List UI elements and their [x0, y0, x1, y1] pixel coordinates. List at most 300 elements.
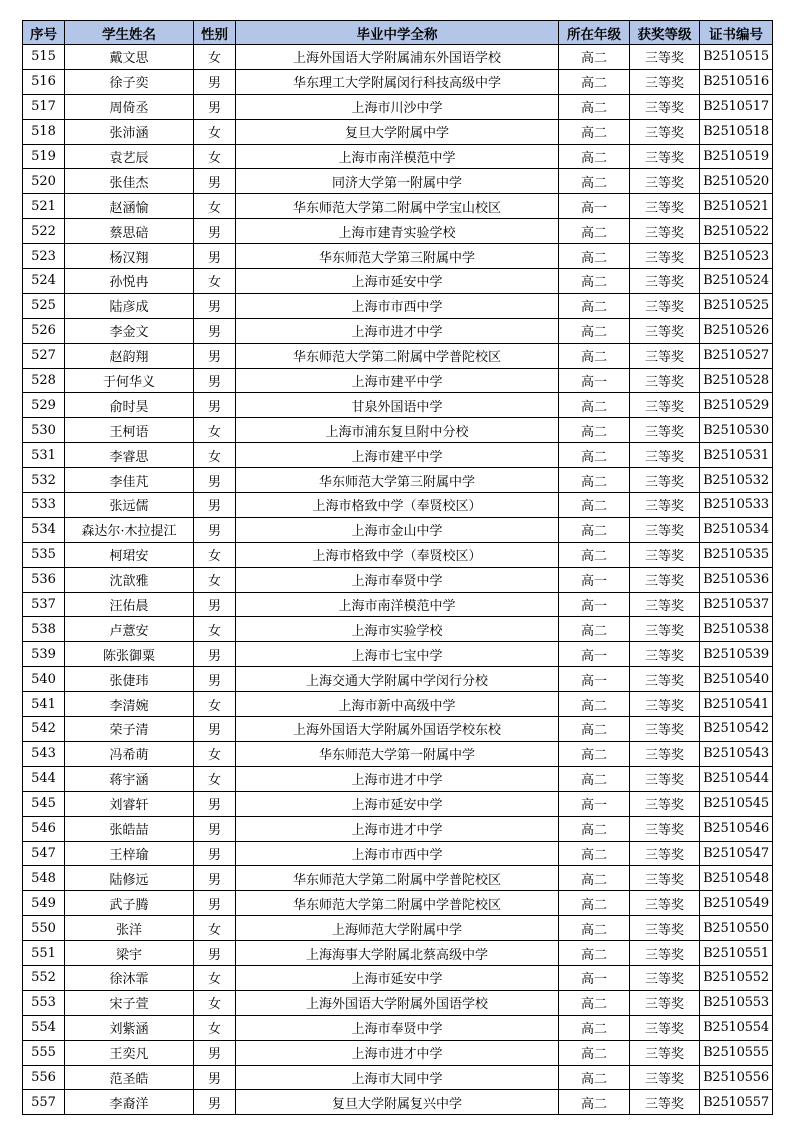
cell-gender: 女 — [194, 965, 236, 990]
cell-cert-no: B2510531 — [700, 443, 773, 468]
cell-award: 三等奖 — [630, 418, 700, 443]
cell-award: 三等奖 — [630, 816, 700, 841]
cell-award: 三等奖 — [630, 318, 700, 343]
table-row — [23, 94, 773, 119]
cell-grade: 高二 — [559, 45, 630, 70]
cell-school: 上海海事大学附属北蔡高级中学 — [236, 941, 559, 966]
cell-award: 三等奖 — [630, 69, 700, 94]
table-row — [23, 941, 773, 966]
cell-cert-no: B2510555 — [700, 1040, 773, 1065]
cell-school: 上海师范大学附属中学 — [236, 916, 559, 941]
cell-award: 三等奖 — [630, 119, 700, 144]
table-row — [23, 866, 773, 891]
cell-gender: 男 — [194, 1065, 236, 1090]
cell-seq: 547 — [23, 841, 65, 866]
cell-student-name: 赵涵愉 — [65, 194, 194, 219]
cell-cert-no: B2510544 — [700, 766, 773, 791]
header-row — [23, 21, 773, 45]
cell-student-name: 宋子萱 — [65, 990, 194, 1015]
cell-seq: 525 — [23, 293, 65, 318]
cell-gender: 男 — [194, 717, 236, 742]
cell-award: 三等奖 — [630, 244, 700, 269]
cell-award: 三等奖 — [630, 791, 700, 816]
cell-student-name: 李裔洋 — [65, 1090, 194, 1115]
cell-grade: 高二 — [559, 717, 630, 742]
cell-gender: 女 — [194, 567, 236, 592]
cell-award: 三等奖 — [630, 343, 700, 368]
cell-cert-no: B2510537 — [700, 592, 773, 617]
cell-seq: 526 — [23, 318, 65, 343]
cell-school: 上海市市西中学 — [236, 841, 559, 866]
cell-gender: 女 — [194, 542, 236, 567]
cell-school: 上海外国语大学附属浦东外国语学校 — [236, 45, 559, 70]
cell-school: 上海市延安中学 — [236, 791, 559, 816]
cell-grade: 高二 — [559, 1015, 630, 1040]
cell-school: 华东师范大学第三附属中学 — [236, 468, 559, 493]
cell-grade: 高二 — [559, 144, 630, 169]
cell-school: 上海交通大学附属中学闵行分校 — [236, 667, 559, 692]
cell-seq: 555 — [23, 1040, 65, 1065]
cell-award: 三等奖 — [630, 766, 700, 791]
cell-cert-no: B2510526 — [700, 318, 773, 343]
cell-cert-no: B2510541 — [700, 692, 773, 717]
cell-seq: 515 — [23, 45, 65, 70]
cell-student-name: 刘睿轩 — [65, 791, 194, 816]
cell-student-name: 赵韵翔 — [65, 343, 194, 368]
cell-gender: 男 — [194, 244, 236, 269]
cell-gender: 女 — [194, 741, 236, 766]
cell-seq: 530 — [23, 418, 65, 443]
cell-school: 上海市格致中学（奉贤校区） — [236, 493, 559, 518]
cell-cert-no: B2510521 — [700, 194, 773, 219]
table-row — [23, 194, 773, 219]
cell-student-name: 李金文 — [65, 318, 194, 343]
header-gender: 性别 — [194, 21, 236, 45]
cell-cert-no: B2510533 — [700, 493, 773, 518]
cell-student-name: 于何华义 — [65, 368, 194, 393]
cell-seq: 533 — [23, 493, 65, 518]
table-row — [23, 617, 773, 642]
cell-school: 上海市进才中学 — [236, 766, 559, 791]
table-row — [23, 293, 773, 318]
cell-grade: 高二 — [559, 343, 630, 368]
cell-award: 三等奖 — [630, 592, 700, 617]
cell-student-name: 武子腾 — [65, 891, 194, 916]
cell-award: 三等奖 — [630, 194, 700, 219]
cell-seq: 553 — [23, 990, 65, 1015]
cell-grade: 高二 — [559, 69, 630, 94]
header-student-name: 学生姓名 — [65, 21, 194, 45]
cell-cert-no: B2510517 — [700, 94, 773, 119]
cell-award: 三等奖 — [630, 617, 700, 642]
cell-cert-no: B2510553 — [700, 990, 773, 1015]
cell-grade: 高二 — [559, 1090, 630, 1115]
table-row — [23, 119, 773, 144]
cell-gender: 女 — [194, 1015, 236, 1040]
cell-school: 华东师范大学第二附属中学普陀校区 — [236, 343, 559, 368]
cell-student-name: 王柯语 — [65, 418, 194, 443]
cell-student-name: 徐子奕 — [65, 69, 194, 94]
cell-gender: 女 — [194, 692, 236, 717]
cell-grade: 高二 — [559, 741, 630, 766]
table-row — [23, 816, 773, 841]
table-row — [23, 1015, 773, 1040]
cell-cert-no: B2510552 — [700, 965, 773, 990]
cell-seq: 545 — [23, 791, 65, 816]
cell-school: 华东师范大学第二附属中学普陀校区 — [236, 866, 559, 891]
cell-grade: 高二 — [559, 468, 630, 493]
awards-table — [22, 20, 773, 1115]
table-row — [23, 542, 773, 567]
cell-grade: 高二 — [559, 1040, 630, 1065]
cell-seq: 519 — [23, 144, 65, 169]
cell-student-name: 张远儒 — [65, 493, 194, 518]
cell-student-name: 蒋宇涵 — [65, 766, 194, 791]
cell-gender: 男 — [194, 866, 236, 891]
cell-student-name: 李佳芃 — [65, 468, 194, 493]
cell-school: 上海市进才中学 — [236, 1040, 559, 1065]
cell-cert-no: B2510522 — [700, 219, 773, 244]
cell-gender: 男 — [194, 468, 236, 493]
cell-grade: 高一 — [559, 368, 630, 393]
table-row — [23, 493, 773, 518]
cell-seq: 554 — [23, 1015, 65, 1040]
cell-seq: 556 — [23, 1065, 65, 1090]
cell-student-name: 陆彦成 — [65, 293, 194, 318]
header-grade: 所在年级 — [559, 21, 630, 45]
cell-student-name: 陈张御粟 — [65, 642, 194, 667]
cell-school: 上海外国语大学附属外国语学校东校 — [236, 717, 559, 742]
cell-grade: 高二 — [559, 816, 630, 841]
cell-seq: 518 — [23, 119, 65, 144]
cell-cert-no: B2510543 — [700, 741, 773, 766]
cell-seq: 531 — [23, 443, 65, 468]
cell-gender: 男 — [194, 1090, 236, 1115]
cell-cert-no: B2510554 — [700, 1015, 773, 1040]
cell-cert-no: B2510551 — [700, 941, 773, 966]
cell-student-name: 杨汉翔 — [65, 244, 194, 269]
cell-cert-no: B2510523 — [700, 244, 773, 269]
table-row — [23, 144, 773, 169]
cell-school: 华东师范大学第一附属中学 — [236, 741, 559, 766]
cell-student-name: 王梓瑜 — [65, 841, 194, 866]
table-row — [23, 244, 773, 269]
cell-school: 上海市七宝中学 — [236, 642, 559, 667]
cell-award: 三等奖 — [630, 692, 700, 717]
cell-grade: 高二 — [559, 841, 630, 866]
cell-grade: 高二 — [559, 493, 630, 518]
cell-seq: 516 — [23, 69, 65, 94]
cell-seq: 520 — [23, 169, 65, 194]
cell-grade: 高二 — [559, 542, 630, 567]
cell-seq: 536 — [23, 567, 65, 592]
cell-award: 三等奖 — [630, 144, 700, 169]
cell-gender: 女 — [194, 194, 236, 219]
cell-grade: 高一 — [559, 965, 630, 990]
cell-student-name: 刘紫涵 — [65, 1015, 194, 1040]
cell-gender: 男 — [194, 667, 236, 692]
cell-cert-no: B2510520 — [700, 169, 773, 194]
cell-gender: 女 — [194, 443, 236, 468]
cell-award: 三等奖 — [630, 443, 700, 468]
cell-gender: 女 — [194, 916, 236, 941]
cell-cert-no: B2510515 — [700, 45, 773, 70]
cell-cert-no: B2510532 — [700, 468, 773, 493]
cell-gender: 男 — [194, 517, 236, 542]
cell-student-name: 孙悦冉 — [65, 269, 194, 294]
cell-grade: 高二 — [559, 418, 630, 443]
cell-gender: 男 — [194, 318, 236, 343]
cell-grade: 高一 — [559, 642, 630, 667]
cell-seq: 549 — [23, 891, 65, 916]
cell-gender: 男 — [194, 941, 236, 966]
cell-cert-no: B2510524 — [700, 269, 773, 294]
cell-cert-no: B2510535 — [700, 542, 773, 567]
cell-seq: 541 — [23, 692, 65, 717]
table-row — [23, 791, 773, 816]
cell-seq: 532 — [23, 468, 65, 493]
cell-student-name: 冯希萌 — [65, 741, 194, 766]
table-row — [23, 592, 773, 617]
cell-award: 三等奖 — [630, 916, 700, 941]
cell-school: 上海市奉贤中学 — [236, 567, 559, 592]
cell-gender: 女 — [194, 990, 236, 1015]
cell-school: 上海市市西中学 — [236, 293, 559, 318]
cell-grade: 高二 — [559, 119, 630, 144]
cell-cert-no: B2510528 — [700, 368, 773, 393]
cell-student-name: 荣子清 — [65, 717, 194, 742]
cell-school: 上海市浦东复旦附中分校 — [236, 418, 559, 443]
cell-seq: 543 — [23, 741, 65, 766]
cell-grade: 高一 — [559, 791, 630, 816]
cell-award: 三等奖 — [630, 965, 700, 990]
cell-grade: 高一 — [559, 194, 630, 219]
cell-seq: 527 — [23, 343, 65, 368]
cell-grade: 高二 — [559, 94, 630, 119]
cell-student-name: 张佳杰 — [65, 169, 194, 194]
cell-school: 同济大学第一附属中学 — [236, 169, 559, 194]
cell-grade: 高二 — [559, 692, 630, 717]
cell-gender: 女 — [194, 119, 236, 144]
table-row — [23, 418, 773, 443]
cell-school: 上海市南洋模范中学 — [236, 592, 559, 617]
cell-award: 三等奖 — [630, 1090, 700, 1115]
cell-award: 三等奖 — [630, 94, 700, 119]
cell-seq: 542 — [23, 717, 65, 742]
header-award: 获奖等级 — [630, 21, 700, 45]
cell-gender: 男 — [194, 592, 236, 617]
cell-cert-no: B2510529 — [700, 393, 773, 418]
cell-gender: 男 — [194, 393, 236, 418]
table-row — [23, 916, 773, 941]
cell-cert-no: B2510540 — [700, 667, 773, 692]
cell-grade: 高二 — [559, 1065, 630, 1090]
cell-school: 上海外国语大学附属外国语学校 — [236, 990, 559, 1015]
cell-seq: 546 — [23, 816, 65, 841]
cell-award: 三等奖 — [630, 667, 700, 692]
table-row — [23, 717, 773, 742]
cell-school: 华东师范大学第二附属中学宝山校区 — [236, 194, 559, 219]
table-row — [23, 841, 773, 866]
cell-award: 三等奖 — [630, 293, 700, 318]
table-row — [23, 443, 773, 468]
cell-cert-no: B2510518 — [700, 119, 773, 144]
cell-grade: 高二 — [559, 269, 630, 294]
cell-student-name: 沈歆雅 — [65, 567, 194, 592]
table-row — [23, 990, 773, 1015]
cell-seq: 534 — [23, 517, 65, 542]
cell-award: 三等奖 — [630, 1065, 700, 1090]
cell-cert-no: B2510557 — [700, 1090, 773, 1115]
cell-seq: 544 — [23, 766, 65, 791]
cell-student-name: 张洋 — [65, 916, 194, 941]
table-row — [23, 393, 773, 418]
cell-seq: 521 — [23, 194, 65, 219]
cell-award: 三等奖 — [630, 269, 700, 294]
table-row — [23, 368, 773, 393]
cell-cert-no: B2510530 — [700, 418, 773, 443]
cell-seq: 528 — [23, 368, 65, 393]
cell-student-name: 蔡思碚 — [65, 219, 194, 244]
cell-grade: 高二 — [559, 393, 630, 418]
cell-cert-no: B2510542 — [700, 717, 773, 742]
cell-seq: 537 — [23, 592, 65, 617]
table-row — [23, 269, 773, 294]
cell-seq: 548 — [23, 866, 65, 891]
cell-cert-no: B2510548 — [700, 866, 773, 891]
cell-award: 三等奖 — [630, 866, 700, 891]
table-row — [23, 567, 773, 592]
cell-grade: 高二 — [559, 766, 630, 791]
cell-student-name: 张皓喆 — [65, 816, 194, 841]
cell-grade: 高二 — [559, 891, 630, 916]
cell-award: 三等奖 — [630, 717, 700, 742]
cell-school: 华东理工大学附属闵行科技高级中学 — [236, 69, 559, 94]
cell-award: 三等奖 — [630, 368, 700, 393]
cell-school: 上海市建青实验学校 — [236, 219, 559, 244]
cell-school: 上海市金山中学 — [236, 517, 559, 542]
cell-student-name: 袁艺辰 — [65, 144, 194, 169]
cell-cert-no: B2510549 — [700, 891, 773, 916]
table-row — [23, 468, 773, 493]
cell-seq: 550 — [23, 916, 65, 941]
cell-student-name: 周倚丞 — [65, 94, 194, 119]
cell-school: 上海市进才中学 — [236, 816, 559, 841]
table-body — [23, 45, 773, 1115]
cell-cert-no: B2510546 — [700, 816, 773, 841]
cell-grade: 高二 — [559, 293, 630, 318]
table-row — [23, 69, 773, 94]
cell-grade: 高二 — [559, 916, 630, 941]
table-row — [23, 318, 773, 343]
cell-school: 上海市延安中学 — [236, 965, 559, 990]
cell-cert-no: B2510527 — [700, 343, 773, 368]
header-school: 毕业中学全称 — [236, 21, 559, 45]
cell-student-name: 森达尔·木拉提江 — [65, 517, 194, 542]
cell-school: 上海市新中高级中学 — [236, 692, 559, 717]
cell-gender: 男 — [194, 219, 236, 244]
cell-cert-no: B2510547 — [700, 841, 773, 866]
cell-award: 三等奖 — [630, 1040, 700, 1065]
table-row — [23, 1040, 773, 1065]
cell-gender: 男 — [194, 891, 236, 916]
cell-gender: 男 — [194, 94, 236, 119]
header-seq: 序号 — [23, 21, 65, 45]
cell-student-name: 张沛涵 — [65, 119, 194, 144]
cell-school: 上海市实验学校 — [236, 617, 559, 642]
cell-grade: 高一 — [559, 567, 630, 592]
table-row — [23, 45, 773, 70]
cell-gender: 男 — [194, 642, 236, 667]
cell-school: 上海市川沙中学 — [236, 94, 559, 119]
table-row — [23, 517, 773, 542]
cell-seq: 540 — [23, 667, 65, 692]
cell-student-name: 戴文思 — [65, 45, 194, 70]
cell-award: 三等奖 — [630, 393, 700, 418]
cell-gender: 男 — [194, 169, 236, 194]
cell-grade: 高二 — [559, 866, 630, 891]
cell-student-name: 卢薏安 — [65, 617, 194, 642]
table-row — [23, 343, 773, 368]
table-row — [23, 667, 773, 692]
cell-cert-no: B2510516 — [700, 69, 773, 94]
cell-seq: 529 — [23, 393, 65, 418]
cell-gender: 女 — [194, 45, 236, 70]
cell-grade: 高一 — [559, 667, 630, 692]
table-row — [23, 741, 773, 766]
cell-award: 三等奖 — [630, 517, 700, 542]
cell-school: 上海市建平中学 — [236, 443, 559, 468]
cell-student-name: 柯珺安 — [65, 542, 194, 567]
cell-cert-no: B2510539 — [700, 642, 773, 667]
cell-award: 三等奖 — [630, 1015, 700, 1040]
cell-school: 上海市格致中学（奉贤校区） — [236, 542, 559, 567]
cell-award: 三等奖 — [630, 169, 700, 194]
cell-gender: 男 — [194, 1040, 236, 1065]
cell-award: 三等奖 — [630, 468, 700, 493]
cell-cert-no: B2510519 — [700, 144, 773, 169]
cell-school: 上海市奉贤中学 — [236, 1015, 559, 1040]
cell-grade: 高二 — [559, 169, 630, 194]
cell-school: 上海市延安中学 — [236, 269, 559, 294]
cell-award: 三等奖 — [630, 542, 700, 567]
cell-award: 三等奖 — [630, 891, 700, 916]
cell-gender: 女 — [194, 617, 236, 642]
cell-seq: 552 — [23, 965, 65, 990]
cell-school: 上海市大同中学 — [236, 1065, 559, 1090]
cell-gender: 女 — [194, 144, 236, 169]
cell-grade: 高二 — [559, 443, 630, 468]
cell-school: 上海市南洋模范中学 — [236, 144, 559, 169]
cell-gender: 女 — [194, 418, 236, 443]
cell-award: 三等奖 — [630, 219, 700, 244]
cell-seq: 539 — [23, 642, 65, 667]
cell-award: 三等奖 — [630, 741, 700, 766]
cell-award: 三等奖 — [630, 841, 700, 866]
cell-grade: 高二 — [559, 941, 630, 966]
table-row — [23, 1065, 773, 1090]
table-row — [23, 219, 773, 244]
cell-cert-no: B2510525 — [700, 293, 773, 318]
cell-seq: 557 — [23, 1090, 65, 1115]
cell-school: 华东师范大学第三附属中学 — [236, 244, 559, 269]
cell-award: 三等奖 — [630, 493, 700, 518]
cell-school: 上海市建平中学 — [236, 368, 559, 393]
cell-student-name: 梁宇 — [65, 941, 194, 966]
cell-grade: 高二 — [559, 990, 630, 1015]
table-row — [23, 766, 773, 791]
cell-seq: 517 — [23, 94, 65, 119]
